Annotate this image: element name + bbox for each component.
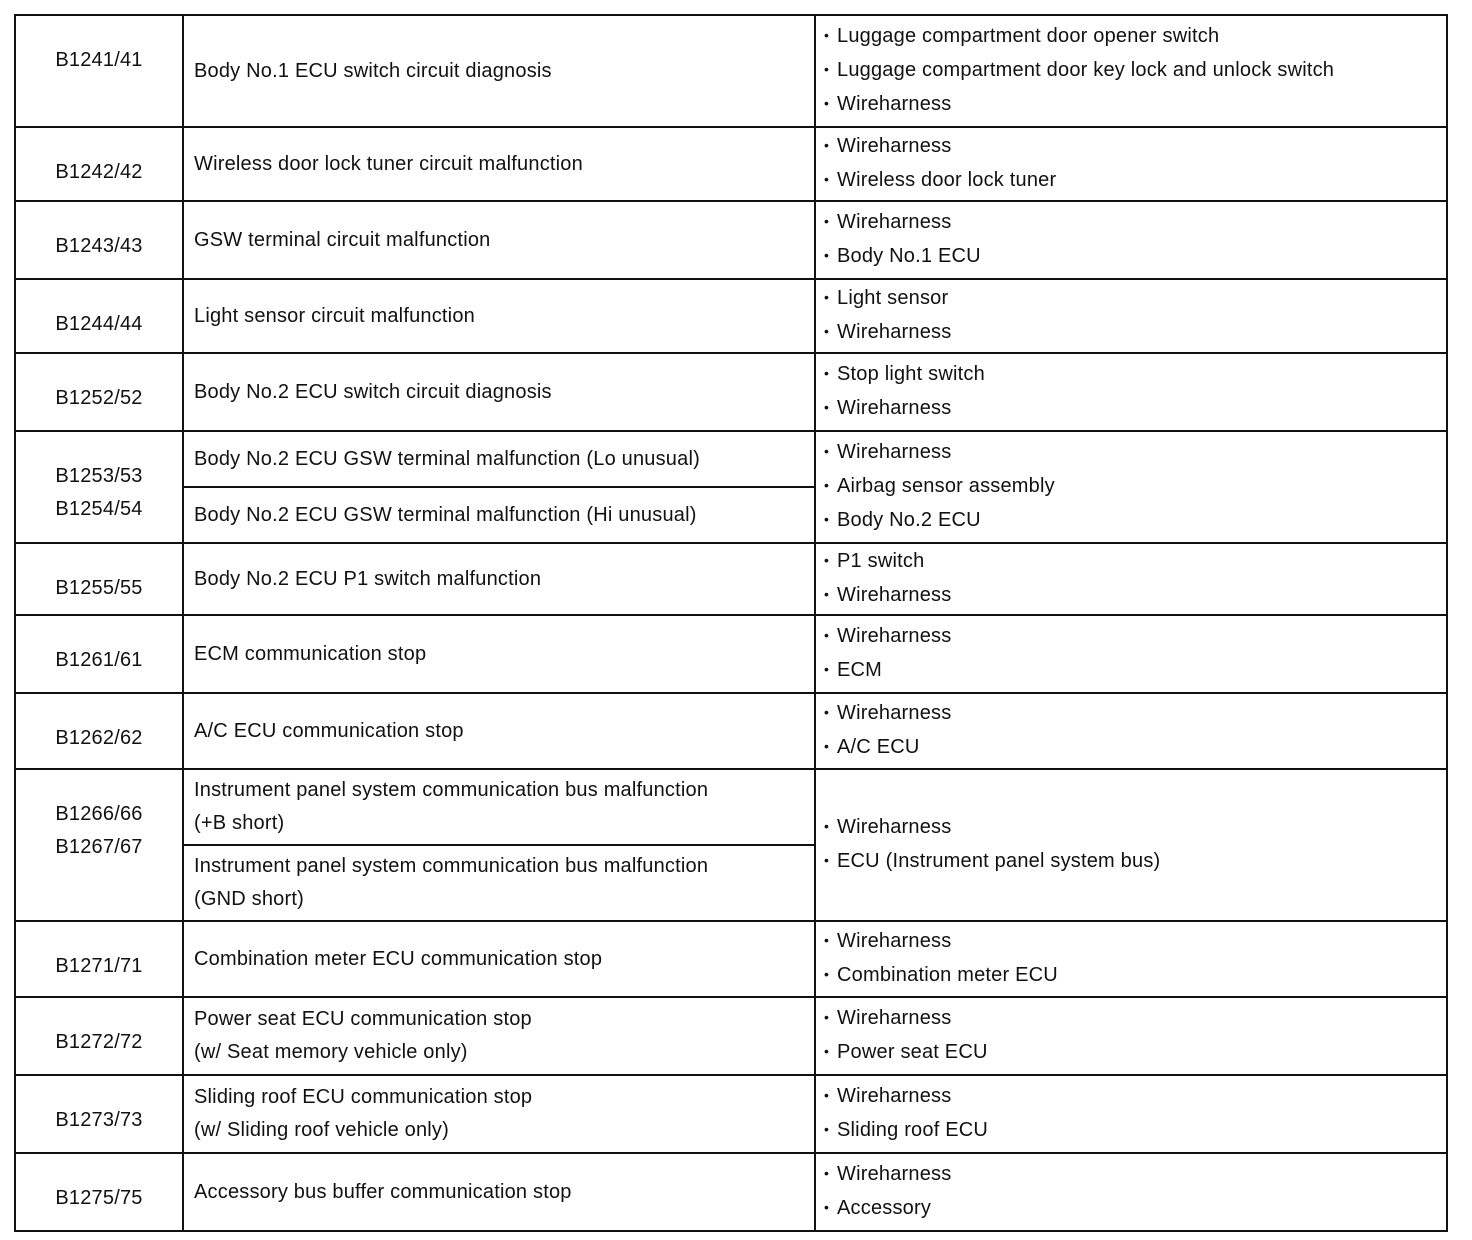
dtc-code: B1243/43 [55, 235, 143, 257]
detection-item-text: ECM communication stop [194, 642, 427, 665]
trouble-area-item: • Airbag sensor assembly [824, 470, 1446, 504]
trouble-area-cell [815, 543, 1447, 615]
table-row [15, 279, 1447, 353]
detection-item-text: Body No.1 ECU switch circuit diagnosis [194, 59, 552, 82]
trouble-area-item: • Light sensor [824, 282, 1446, 316]
trouble-area-item: • Wireharness [824, 88, 1446, 122]
table-row [15, 1153, 1447, 1231]
trouble-area-item: • Sliding roof ECU [824, 1114, 1446, 1148]
detection-item-cell [183, 201, 815, 279]
dtc-code: B1267/67 [55, 836, 143, 858]
trouble-area-item: • Wireharness [824, 1080, 1446, 1114]
trouble-area-item: • Luggage compartment door opener switch [824, 20, 1446, 54]
detection-item-text: Body No.2 ECU GSW terminal malfunction (Hi unusual) [194, 503, 697, 526]
dtc-code: B1242/42 [55, 161, 143, 183]
dtc-code-cell [15, 1153, 183, 1231]
detection-item-cell [183, 543, 815, 615]
detection-item-text: GSW terminal circuit malfunction [194, 228, 491, 251]
dtc-code-cell [15, 15, 183, 127]
detection-item-cell [183, 487, 815, 543]
detection-item-cell [183, 353, 815, 431]
trouble-area-item: • ECM [824, 654, 1446, 688]
trouble-area-cell [815, 1075, 1447, 1153]
dtc-code-cell [15, 431, 183, 543]
dtc-code: B1271/71 [55, 955, 143, 977]
trouble-area-item: • Wireharness [824, 1002, 1446, 1036]
trouble-area-item: • Wireharness [824, 579, 1446, 613]
detection-item-text: Accessory bus buffer communication stop [194, 1180, 572, 1203]
trouble-area-item: • Wireharness [824, 206, 1446, 240]
detection-item-cell [183, 279, 815, 353]
table-row [15, 921, 1447, 997]
detection-item-cell [183, 15, 815, 127]
trouble-area-cell [815, 921, 1447, 997]
trouble-area-cell [815, 127, 1447, 201]
dtc-code-cell [15, 127, 183, 201]
trouble-area-item: • Wireharness [824, 392, 1446, 426]
detection-item-cell [183, 693, 815, 769]
trouble-area-cell [815, 279, 1447, 353]
table-row [15, 997, 1447, 1075]
detection-item-cell [183, 615, 815, 693]
trouble-area-item: • ECU (Instrument panel system bus) [824, 845, 1446, 879]
detection-item-cell [183, 127, 815, 201]
detection-item-cell [183, 1075, 815, 1153]
dtc-code: B1241/41 [55, 49, 143, 71]
dtc-code-cell [15, 543, 183, 615]
detection-item-text: Wireless door lock tuner circuit malfunction [194, 152, 583, 175]
detection-item-text: A/C ECU communication stop [194, 719, 464, 742]
trouble-area-item: • Wireharness [824, 316, 1446, 350]
trouble-area-item: • Stop light switch [824, 358, 1446, 392]
dtc-code: B1272/72 [55, 1031, 143, 1053]
dtc-code-cell [15, 279, 183, 353]
trouble-area-cell [815, 353, 1447, 431]
dtc-code: B1254/54 [55, 498, 143, 520]
table-row [15, 769, 1447, 845]
dtc-code: B1261/61 [55, 649, 143, 671]
dtc-code-cell [15, 921, 183, 997]
trouble-area-item: • P1 switch [824, 545, 1446, 579]
detection-item-text: Sliding roof ECU communication stop [194, 1086, 533, 1108]
trouble-area-item: • Accessory [824, 1192, 1446, 1226]
trouble-area-cell [815, 1153, 1447, 1231]
detection-item-text: Power seat ECU communication stop [194, 1008, 532, 1030]
dtc-table [14, 14, 1448, 1232]
dtc-code-cell [15, 693, 183, 769]
dtc-code-cell [15, 353, 183, 431]
detection-item-text: (w/ Seat memory vehicle only) [194, 1041, 468, 1063]
detection-item-text: Body No.2 ECU P1 switch malfunction [194, 567, 542, 590]
dtc-table-body [15, 15, 1447, 1231]
detection-item-cell [183, 921, 815, 997]
trouble-area-item: • Body No.1 ECU [824, 240, 1446, 274]
detection-item-text: Instrument panel system communication bus malfunction [194, 779, 709, 801]
trouble-area-cell [815, 15, 1447, 127]
dtc-code-cell [15, 1075, 183, 1153]
detection-item-cell [183, 997, 815, 1075]
trouble-area-item: • Wireharness [824, 697, 1446, 731]
dtc-code-cell [15, 997, 183, 1075]
trouble-area-item: • A/C ECU [824, 731, 1446, 765]
detection-item-text: (+B short) [194, 812, 285, 834]
dtc-code: B1253/53 [55, 465, 143, 487]
dtc-code: B1244/44 [55, 313, 143, 335]
detection-item-cell [183, 1153, 815, 1231]
trouble-area-item: • Wireharness [824, 620, 1446, 654]
table-row [15, 543, 1447, 615]
dtc-code: B1262/62 [55, 727, 143, 749]
trouble-area-cell [815, 615, 1447, 693]
table-row [15, 1075, 1447, 1153]
trouble-area-item: • Wireharness [824, 436, 1446, 470]
table-row [15, 615, 1447, 693]
detection-item-text: Body No.2 ECU GSW terminal malfunction (Lo unusual) [194, 447, 700, 470]
trouble-area-item: • Wireharness [824, 811, 1446, 845]
detection-item-text: Instrument panel system communication bus malfunction [194, 855, 709, 877]
dtc-code-cell [15, 615, 183, 693]
trouble-area-item: • Combination meter ECU [824, 959, 1446, 993]
detection-item-text: Light sensor circuit malfunction [194, 304, 475, 327]
trouble-area-cell [815, 997, 1447, 1075]
trouble-area-item: • Body No.2 ECU [824, 504, 1446, 538]
table-row [15, 353, 1447, 431]
detection-item-cell [183, 431, 815, 487]
detection-item-text: Body No.2 ECU switch circuit diagnosis [194, 380, 552, 403]
detection-item-cell [183, 845, 815, 921]
dtc-code: B1252/52 [55, 387, 143, 409]
dtc-code-cell [15, 769, 183, 921]
table-row [15, 201, 1447, 279]
trouble-area-item: • Luggage compartment door key lock and unlock switch [824, 54, 1446, 88]
table-row [15, 693, 1447, 769]
trouble-area-item: • Wireharness [824, 1158, 1446, 1192]
dtc-code: B1273/73 [55, 1109, 143, 1131]
dtc-code: B1266/66 [55, 803, 143, 825]
trouble-area-item: • Wireharness [824, 925, 1446, 959]
dtc-code: B1255/55 [55, 577, 143, 599]
detection-item-text: (w/ Sliding roof vehicle only) [194, 1119, 449, 1141]
trouble-area-item: • Power seat ECU [824, 1036, 1446, 1070]
dtc-code: B1275/75 [55, 1187, 143, 1209]
trouble-area-item: • Wireless door lock tuner [824, 164, 1446, 198]
trouble-area-cell [815, 201, 1447, 279]
detection-item-text: (GND short) [194, 888, 304, 910]
table-row [15, 15, 1447, 127]
trouble-area-item: • Wireharness [824, 130, 1446, 164]
table-row [15, 127, 1447, 201]
detection-item-text: Combination meter ECU communication stop [194, 947, 603, 970]
trouble-area-cell [815, 431, 1447, 543]
dtc-code-cell [15, 201, 183, 279]
detection-item-cell [183, 769, 815, 845]
table-row [15, 431, 1447, 487]
trouble-area-cell [815, 769, 1447, 921]
trouble-area-cell [815, 693, 1447, 769]
